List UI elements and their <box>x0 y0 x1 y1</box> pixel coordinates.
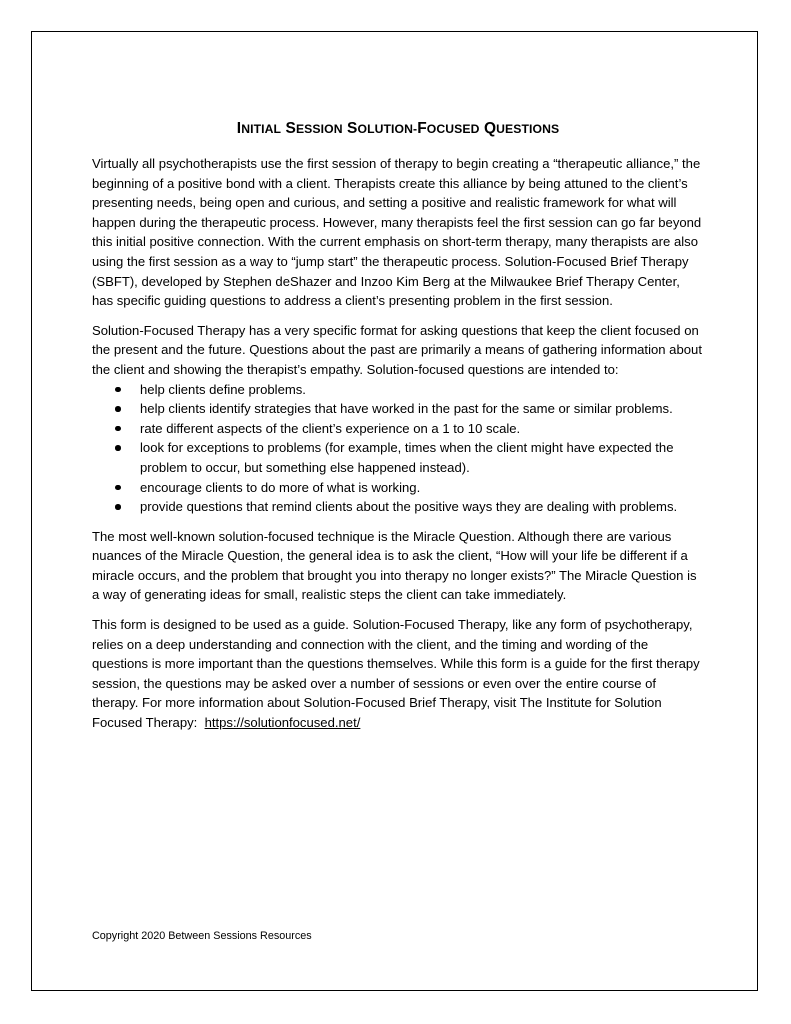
guide-paragraph <box>92 615 704 733</box>
bullet-icon <box>115 485 121 491</box>
list-item: provide questions that remind clients about the positive ways they are dealing with problems. <box>92 497 704 517</box>
bullet-list <box>92 380 704 517</box>
format-paragraph: Solution-Focused Therapy has a very specific format for asking questions that keep the client focused on the present and the future. Questions about the past are primarily a means of gathering information about the client and showing the therapist’s empathy. Solution-focused questions are intended to: <box>92 322 702 377</box>
bullet-icon <box>115 406 121 412</box>
title-word-4: QUESTIONS <box>483 120 560 137</box>
bullet-icon <box>115 504 121 510</box>
list-item: look for exceptions to problems (for example, times when the client might have expected the problem to occur, but something else happened instead). <box>92 438 704 477</box>
copyright-footer: Copyright 2020 Between Sessions Resources <box>92 930 312 942</box>
bullet-icon <box>115 387 121 393</box>
document-body <box>92 118 704 743</box>
bullet-icon <box>115 445 121 451</box>
guide-paragraph-text: This form is designed to be used as a guide. Solution-Focused Therapy, like any form of psychotherapy, relies on a deep understanding and connection with the client, and the timing and wording of the questions is more important than the questions themselves. While this form is a guide for the first therapy session, the questions may be asked over a number of sessions or even over the entire course of therapy. For more information about Solution-Focused Brief Therapy, visit The Institute for Solution Focused Therapy: <box>92 617 700 731</box>
list-item: help clients define problems. <box>92 380 704 400</box>
title-word-2: SESSION <box>285 120 343 137</box>
document-title <box>92 118 704 140</box>
list-item: help clients identify strategies that have worked in the past for the same or similar problems. <box>92 399 704 419</box>
miracle-question-paragraph: The most well-known solution-focused technique is the Miracle Question. Although there are various nuances of the Miracle Question, the general idea is to ask the client, “How will your life be different if a miracle occurs, and the problem that brought you into therapy no longer exists?” The Miracle Question is a way of generating ideas for small, realistic steps the client can take immediately. <box>92 528 697 603</box>
institute-link[interactable]: https://solutionfocused.net/ <box>204 715 361 731</box>
bullet-icon <box>115 426 121 432</box>
title-word-1: INITIAL <box>236 120 282 137</box>
title-word-3: SOLUTION-FOCUSED <box>347 120 480 137</box>
list-item: rate different aspects of the client’s experience on a 1 to 10 scale. <box>92 419 704 439</box>
list-item: encourage clients to do more of what is working. <box>92 478 704 498</box>
intro-paragraph: Virtually all psychotherapists use the first session of therapy to begin creating a “therapeutic alliance,” the beginning of a positive bond with a client. Therapists create this alliance by being attuned to the client’s presenting needs, being open and curious, and setting a positive and realistic framework for what will happen during the therapeutic process. However, many therapists feel the first session can go far beyond this initial positive connection. With the current emphasis on short-term therapy, many therapists are also using the first session as a way to “jump start” the therapeutic process. Solution-Focused Brief Therapy (SBFT), developed by Stephen deShazer and Inzoo Kim Berg at the Milwaukee Brief Therapy Center, has specific guiding questions to address a client’s presenting problem in the first session. <box>92 156 702 309</box>
